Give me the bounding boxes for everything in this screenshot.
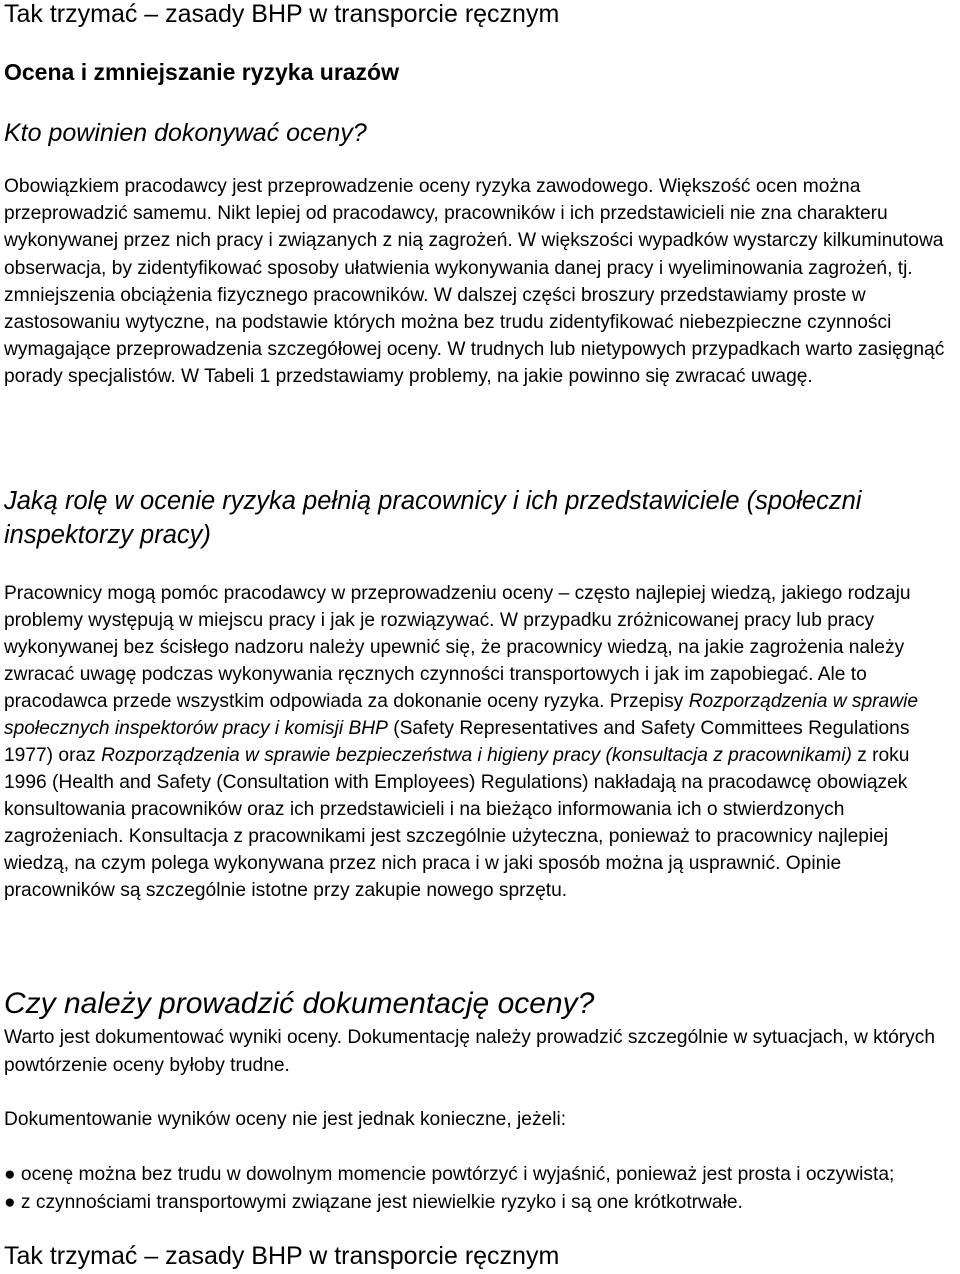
question-heading-documentation: Czy należy prowadzić dokumentację oceny? bbox=[4, 987, 595, 1020]
regulation-title: Rozporządzenia w sprawie społecznych inspektorów pracy i komisji BHP bbox=[4, 691, 918, 739]
paragraph-text: (Safety Representatives and Safety Committees Regulations 1977) oraz bbox=[4, 718, 910, 766]
question-heading-who: Kto powinien dokonywać oceny? bbox=[4, 119, 367, 147]
paragraph-documentation: Warto jest dokumentować wyniki oceny. Dokumentację należy prowadzić szczególnie w sytuacjach, w których powtórzenie oceny byłoby trudne. bbox=[4, 1027, 935, 1076]
paragraph-obligation: Obowiązkiem pracodawcy jest przeprowadzenie oceny ryzyka zawodowego. Większość ocen można przeprowadzić samemu. Nikt lepiej od pracodawcy, pracowników i ich przedstawicieli nie zna charakteru wykonywanej przez nich pracy i związanych z nią zagrożeń. W większości wypadków wystarczy kilkuminutowa obserwacja, by zidentyfikować sposoby ułatwienia wykonywania danej pracy i wyeliminowania zagrożeń, tj. zmniejszenia obciążenia fizycznego pracowników. W dalszej części broszury przedstawiamy proste w zastosowaniu wytyczne, na podstawie których można bez trudu zidentyfikować niebezpieczne czynności wymagające przeprowadzenia szczegółowej oceny. W trudnych lub nietypowych przypadkach warto zasięgnąć porady specjalistów. W Tabeli 1 przedstawiamy problemy, na jakie powinno się zwracać uwagę. bbox=[4, 176, 945, 388]
paragraph-employees bbox=[4, 580, 956, 904]
regulation-title: Rozporządzenia w sprawie bezpieczeństwa i higieny pracy (konsultacja z pracownikami) bbox=[101, 745, 852, 766]
paragraph-not-required: Dokumentowanie wyników oceny nie jest jednak konieczne, jeżeli: bbox=[4, 1109, 567, 1130]
section-title: Ocena i zmniejszanie ryzyka urazów bbox=[4, 59, 399, 85]
page-footer: Tak trzymać – zasady BHP w transporcie ręcznym bbox=[4, 1242, 560, 1270]
question-heading-role: Jaką rolę w ocenie ryzyka pełnią pracownicy i ich przedstawiciele (społeczni inspektorzy pracy) bbox=[4, 487, 862, 549]
paragraph-text: z roku 1996 (Health and Safety (Consultation with Employees) Regulations) nakładają na pracodawcę obowiązek konsultowania pracowników oraz ich przedstawicieli i na bieżąco informowania ich o stwierdzonych zagrożeniach. Konsultacja z pracownikami jest szczególnie użyteczna, ponieważ to pracownicy najlepiej wiedzą, na czym polega wykonywana przez nich praca i w jaki sposób można ją usprawnić. Opinie pracowników są szczególnie istotne przy zakupie nowego sprzętu. bbox=[4, 745, 910, 901]
paragraph-text: Pracownicy mogą pomóc pracodawcy w przeprowadzeniu oceny – często najlepiej wiedzą, jakiego rodzaju problemy występują w miejscu pracy i jak je rozwiązywać. W przypadku zróżnicowanej pracy lub pracy wykonywanej bez ścisłego nadzoru należy upewnić się, że pracownicy wiedzą, na jakie zagrożenia należy zwracać uwagę podczas wykonywania ręcznych czynności transportowych i jak im zapobiegać. Ale to pracodawca przede wszystkim odpowiada za dokonanie oceny ryzyka. Przepisy bbox=[4, 583, 911, 712]
bullet-list bbox=[4, 1161, 956, 1216]
list-item: ● ocenę można bez trudu w dowolnym momencie powtórzyć i wyjaśnić, ponieważ jest prosta i oczywista; bbox=[4, 1164, 895, 1185]
list-item: ● z czynnościami transportowymi związane jest niewielkie ryzyko i są one krótkotrwałe. bbox=[4, 1191, 743, 1213]
page-header: Tak trzymać – zasady BHP w transporcie ręcznym bbox=[4, 0, 560, 28]
